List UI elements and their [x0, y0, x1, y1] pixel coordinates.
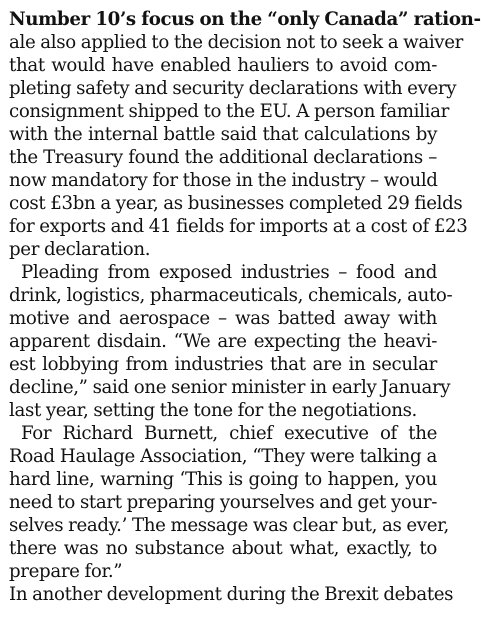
cutoff-line	[9, 583, 454, 605]
paragraph-1-line: for exports and 41 fields for imports at a cost of £23	[9, 216, 468, 237]
paragraph-3-line: need to start preparing yourselves and get your-	[9, 492, 437, 513]
paragraph-2-line: drink, logistics, pharmaceuticals, chemicals, auto-	[9, 285, 453, 306]
paragraph-3-line: there was no substance about what, exactly, to	[9, 538, 437, 559]
cutoff-line-text: In another development during the Brexit debates	[9, 584, 454, 605]
paragraph-1-line: that would have enabled hauliers to avoid com-	[9, 55, 437, 76]
paragraph-2-line: motive and aerospace – was batted away with	[9, 308, 437, 329]
paragraph-2-line: apparent disdain. “We are expecting the heavi-	[9, 331, 437, 352]
paragraph-1	[9, 8, 481, 261]
paragraph-2-line: last year, setting the tone for the negotiations.	[9, 400, 417, 421]
article-body	[9, 8, 481, 605]
paragraph-1-line: ale also applied to the decision not to seek a waiver	[9, 32, 463, 53]
paragraph-3-line: For Richard Burnett, chief executive of the	[21, 423, 437, 444]
paragraph-3	[9, 422, 449, 583]
paragraph-1-line: cost £3bn a year, as businesses completed 29 fields	[9, 193, 463, 214]
paragraph-1-line: consignment shipped to the EU. A person familiar	[9, 101, 449, 122]
paragraph-1-line: the Treasury found the additional declarations –	[9, 147, 437, 168]
paragraph-1-lead: Number 10’s focus on the “only Canada” ration-	[9, 9, 481, 30]
paragraph-3-line: hard line, warning ‘This is going to happen, you	[9, 469, 437, 490]
paragraph-2	[9, 261, 453, 422]
paragraph-3-line: Road Haulage Association, “They were talking a	[9, 446, 437, 467]
paragraph-1-line: with the internal battle said that calculations by	[9, 124, 437, 145]
paragraph-1-line: now mandatory for those in the industry – would	[9, 170, 438, 191]
paragraph-1-line: pleting safety and security declarations with every	[9, 78, 457, 99]
paragraph-2-line: decline,” said one senior minister in early January	[9, 377, 451, 398]
paragraph-2-line: Pleading from exposed industries – food and	[21, 262, 437, 283]
paragraph-2-line: est lobbying from industries that are in secular	[9, 354, 437, 375]
paragraph-3-line: selves ready.’ The message was clear but, as ever,	[9, 515, 449, 536]
paragraph-3-line: prepare for.”	[9, 561, 123, 582]
paragraph-1-line: per declaration.	[9, 239, 151, 260]
